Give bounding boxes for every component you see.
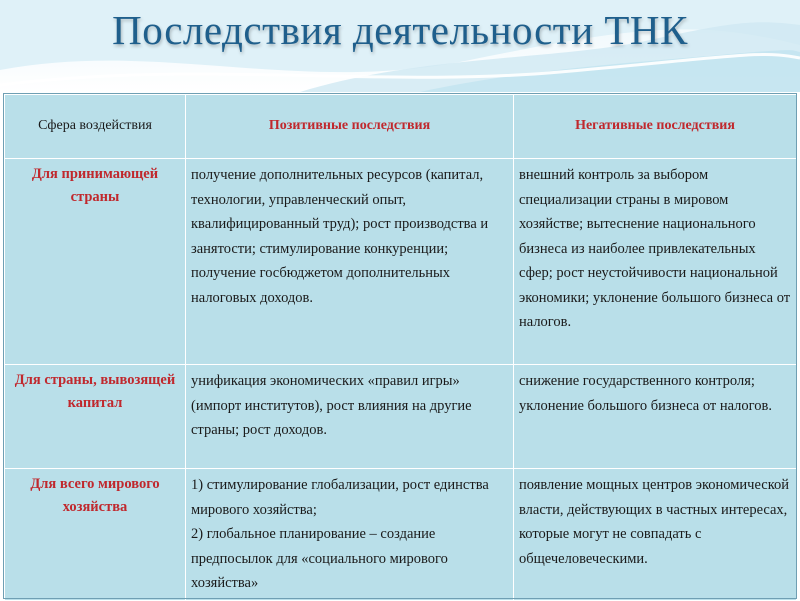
negative-cell: появление мощных центров экономической власти, действующих в частных интересах, которые могут не совпадать с общечеловеческими. bbox=[514, 469, 797, 601]
header-sphere: Сфера воздействия bbox=[5, 95, 186, 159]
positive-item-1: 1) стимулирование глобализации, рост единства мирового хозяйства; bbox=[191, 477, 489, 518]
table-header-row bbox=[5, 95, 797, 159]
positive-cell: получение дополнительных ресурсов (капитал, технологии, управленческий опыт, квалифицированный труд); рост производства и занятости; стимулирование конкуренции; получение госбюджетом дополнительных налоговых доходов. bbox=[186, 159, 514, 365]
table-row-world-economy bbox=[5, 469, 797, 601]
negative-cell: снижение государственного контроля; уклонение большого бизнеса от налогов. bbox=[514, 365, 797, 469]
slide-title: Последствия деятельности ТНК bbox=[112, 7, 688, 53]
positive-cell: унификация экономических «правил игры» (импорт институтов), рост влияния на другие страны; рост доходов. bbox=[186, 365, 514, 469]
header-positive: Позитивные последствия bbox=[186, 95, 514, 159]
impact-table bbox=[4, 94, 797, 601]
sphere-cell: Для страны, вывозящей капитал bbox=[5, 365, 186, 469]
header-negative: Негативные последствия bbox=[514, 95, 797, 159]
table-row-exporting-country bbox=[5, 365, 797, 469]
sphere-cell: Для принимающей страны bbox=[5, 159, 186, 365]
sphere-cell: Для всего мирового хозяйства bbox=[5, 469, 186, 601]
negative-cell: внешний контроль за выбором специализации страны в мировом хозяйстве; вытеснение национального бизнеса из наиболее привлекательных сфер; рост неустойчивости национальной экономики; уклонение большого бизнеса от налогов. bbox=[514, 159, 797, 365]
table-row-host-country bbox=[5, 159, 797, 365]
positive-cell bbox=[186, 469, 514, 601]
positive-item-2: 2) глобальное планирование – создание предпосылок для «социального мирового хозяйства» bbox=[191, 526, 448, 591]
